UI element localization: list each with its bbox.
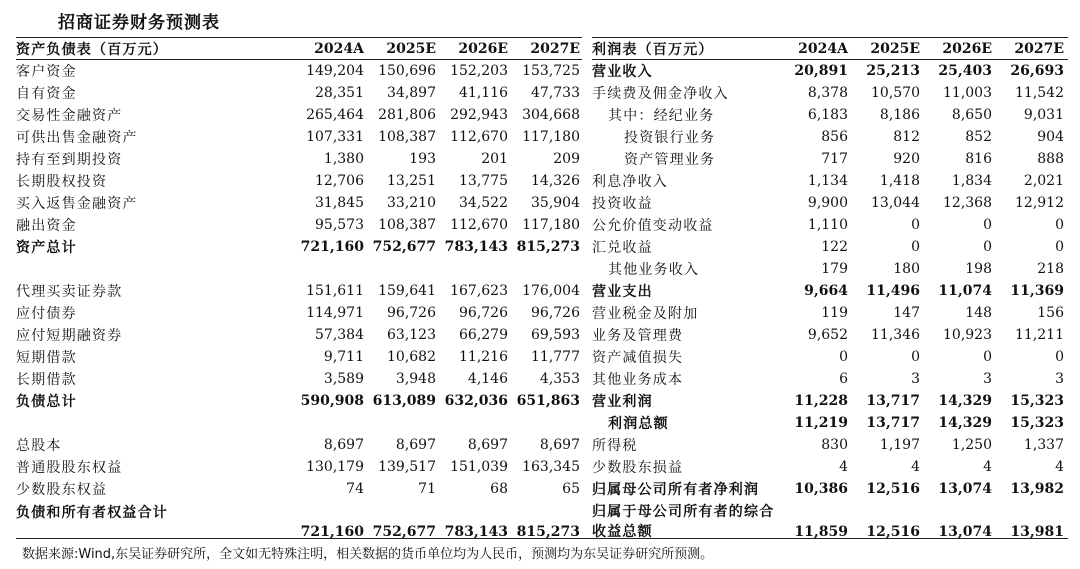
balance-header-2027e: 2027E — [530, 40, 580, 57]
income-cell: 11,228 — [794, 393, 848, 409]
income-row-label: 其他业务收入 — [608, 262, 700, 278]
balance-cell: 13,775 — [459, 173, 508, 189]
balance-cell: 3,589 — [323, 371, 364, 387]
income-row — [592, 390, 1068, 412]
balance-cell: 721,160 — [300, 524, 364, 540]
balance-cell: 721,160 — [300, 239, 364, 255]
balance-cell: 1,380 — [323, 151, 364, 167]
income-cell: 1,337 — [1023, 437, 1064, 453]
balance-cell: 149,204 — [306, 63, 364, 79]
balance-cell: 281,806 — [378, 107, 436, 123]
balance-row — [16, 170, 582, 192]
balance-cell: 201 — [481, 151, 508, 167]
income-row — [592, 170, 1068, 192]
balance-header-2026e: 2026E — [458, 40, 508, 57]
income-row — [592, 346, 1068, 368]
income-row-label: 所得税 — [592, 438, 638, 454]
balance-row — [16, 456, 582, 478]
income-row-label: 其他业务成本 — [592, 372, 684, 388]
balance-header — [16, 37, 582, 60]
income-row — [592, 236, 1068, 258]
balance-cell: 9,711 — [323, 349, 364, 365]
income-row — [592, 82, 1068, 104]
balance-cell: 151,611 — [306, 283, 364, 299]
income-row — [592, 324, 1068, 346]
balance-row-label: 可供出售金融资产 — [16, 130, 138, 146]
balance-header-2025e: 2025E — [386, 40, 436, 57]
income-cell: 0 — [1055, 349, 1064, 365]
income-cell: 3 — [983, 371, 992, 387]
balance-row — [16, 478, 582, 500]
balance-cell: 96,726 — [531, 305, 580, 321]
income-cell: 179 — [821, 261, 848, 277]
balance-cell: 14,326 — [531, 173, 580, 189]
balance-row-label: 自有资金 — [16, 86, 77, 102]
income-row — [592, 104, 1068, 126]
income-cell: 1,197 — [879, 437, 920, 453]
income-header-2025e: 2025E — [870, 40, 920, 57]
balance-cell: 167,623 — [450, 283, 508, 299]
balance-cell: 68 — [490, 481, 508, 497]
income-cell: 156 — [1037, 305, 1064, 321]
income-cell: 888 — [1037, 151, 1064, 167]
balance-cell: 4,146 — [467, 371, 508, 387]
income-row — [592, 126, 1068, 148]
balance-cell: 112,670 — [450, 217, 508, 233]
balance-row-label: 总股本 — [16, 438, 62, 454]
income-cell: 0 — [983, 217, 992, 233]
income-cell: 0 — [1055, 239, 1064, 255]
balance-row-label: 负债总计 — [16, 394, 77, 410]
income-cell: 12,516 — [866, 524, 920, 540]
balance-cell: 8,697 — [395, 437, 436, 453]
income-cell: 20,891 — [794, 63, 848, 79]
income-row-label: 业务及管理费 — [592, 328, 684, 344]
income-cell: 11,496 — [866, 283, 920, 299]
income-cell: 0 — [983, 349, 992, 365]
income-cell: 0 — [1055, 217, 1064, 233]
balance-cell: 815,273 — [516, 524, 580, 540]
balance-cell: 33,210 — [387, 195, 436, 211]
balance-cell: 3,948 — [395, 371, 436, 387]
income-row-label: 资产管理业务 — [624, 152, 716, 168]
income-row-label: 其中：经纪业务 — [608, 108, 715, 124]
income-cell: 11,219 — [794, 415, 848, 431]
balance-row-label: 客户资金 — [16, 64, 77, 80]
balance-cell: 651,863 — [516, 393, 580, 409]
income-cell: 14,329 — [938, 393, 992, 409]
balance-cell: 590,908 — [300, 393, 364, 409]
income-cell: 3 — [1055, 371, 1064, 387]
income-cell: 11,346 — [871, 327, 920, 343]
income-cell: 218 — [1037, 261, 1064, 277]
income-cell: 1,834 — [951, 173, 992, 189]
income-cell: 11,859 — [794, 524, 848, 540]
balance-cell: 12,706 — [315, 173, 364, 189]
balance-cell: 632,036 — [444, 393, 508, 409]
balance-cell: 193 — [409, 151, 436, 167]
income-row — [592, 192, 1068, 214]
balance-cell: 10,682 — [387, 349, 436, 365]
balance-row — [16, 192, 582, 214]
income-row — [592, 478, 1068, 500]
income-cell: 11,074 — [938, 283, 992, 299]
income-row-label: 公允价值变动收益 — [592, 218, 714, 234]
balance-cell: 613,089 — [372, 393, 436, 409]
income-row-label: 利润总额 — [608, 416, 669, 432]
balance-cell: 139,517 — [378, 459, 436, 475]
income-cell: 13,982 — [1010, 481, 1064, 497]
income-cell: 25,403 — [938, 63, 992, 79]
balance-spacer — [16, 412, 582, 434]
balance-row-label: 资产总计 — [16, 240, 77, 256]
income-row — [592, 434, 1068, 456]
income-cell: 13,717 — [866, 393, 920, 409]
income-cell: 14,329 — [938, 415, 992, 431]
balance-cell: 304,668 — [522, 107, 580, 123]
balance-cell: 117,180 — [522, 217, 580, 233]
balance-cell: 152,203 — [450, 63, 508, 79]
income-row — [592, 368, 1068, 390]
income-cell: 1,250 — [951, 437, 992, 453]
income-statement-table — [592, 37, 1068, 544]
income-cell: 15,323 — [1010, 393, 1064, 409]
balance-cell: 35,904 — [531, 195, 580, 211]
balance-cell: 163,345 — [522, 459, 580, 475]
balance-row-label: 融出资金 — [16, 218, 77, 234]
income-header-2024a: 2024A — [798, 40, 848, 57]
income-cell: 12,912 — [1015, 195, 1064, 211]
income-cell: 8,186 — [879, 107, 920, 123]
income-cell: 9,031 — [1023, 107, 1064, 123]
income-row-label: 投资收益 — [592, 196, 653, 212]
income-cell: 13,074 — [938, 481, 992, 497]
balance-cell: 28,351 — [315, 85, 364, 101]
income-cell: 11,211 — [1015, 327, 1064, 343]
income-cell: 25,213 — [866, 63, 920, 79]
balance-cell: 95,573 — [315, 217, 364, 233]
income-cell: 856 — [821, 129, 848, 145]
income-cell: 10,386 — [794, 481, 848, 497]
balance-cell: 159,641 — [378, 283, 436, 299]
balance-cell: 41,116 — [459, 85, 508, 101]
income-header-2027e: 2027E — [1014, 40, 1064, 57]
balance-row — [16, 236, 582, 258]
balance-row — [16, 346, 582, 368]
balance-cell: 150,696 — [378, 63, 436, 79]
income-cell: 26,693 — [1010, 63, 1064, 79]
income-cell: 0 — [983, 239, 992, 255]
income-row-label: 少数股东损益 — [592, 460, 684, 476]
balance-row-label: 长期借款 — [16, 372, 77, 388]
balance-cell: 130,179 — [306, 459, 364, 475]
income-cell: 830 — [821, 437, 848, 453]
table-bottom-rule — [16, 538, 1068, 539]
income-cell: 13,074 — [938, 524, 992, 540]
income-cell: 11,369 — [1010, 283, 1064, 299]
income-cell: 11,003 — [943, 85, 992, 101]
income-cell: 4 — [1055, 459, 1064, 475]
balance-cell: 96,726 — [459, 305, 508, 321]
balance-row — [16, 148, 582, 170]
balance-header-label: 资产负债表（百万元） — [16, 41, 168, 58]
balance-row-label: 买入返售金融资产 — [16, 196, 138, 212]
income-cell: 8,378 — [807, 85, 848, 101]
balance-row — [16, 280, 582, 302]
income-cell: 0 — [839, 349, 848, 365]
balance-cell: 63,123 — [387, 327, 436, 343]
balance-row — [16, 302, 582, 324]
income-cell: 9,664 — [804, 283, 848, 299]
balance-cell: 117,180 — [522, 129, 580, 145]
income-row — [592, 412, 1068, 434]
balance-row — [16, 324, 582, 346]
balance-row-label: 短期借款 — [16, 350, 77, 366]
balance-cell: 151,039 — [450, 459, 508, 475]
balance-row-label: 长期股权投资 — [16, 174, 108, 190]
balance-row-label: 普通股股东权益 — [16, 460, 123, 476]
balance-row — [16, 390, 582, 412]
income-row — [592, 456, 1068, 478]
income-cell: 1,110 — [807, 217, 848, 233]
balance-cell: 34,897 — [387, 85, 436, 101]
income-cell: 147 — [893, 305, 920, 321]
income-row-label: 汇兑收益 — [592, 240, 653, 256]
income-row-label: 营业收入 — [592, 64, 653, 80]
income-cell: 15,323 — [1010, 415, 1064, 431]
income-cell: 13,044 — [871, 195, 920, 211]
balance-row — [16, 368, 582, 390]
income-row — [592, 302, 1068, 324]
balance-header-2024a: 2024A — [314, 40, 364, 57]
income-cell: 6,183 — [807, 107, 848, 123]
balance-cell: 783,143 — [444, 239, 508, 255]
balance-cell: 815,273 — [516, 239, 580, 255]
balance-cell: 47,733 — [531, 85, 580, 101]
balance-row — [16, 214, 582, 236]
income-header-2026e: 2026E — [942, 40, 992, 57]
income-row — [592, 280, 1068, 302]
income-cell: 6 — [839, 371, 848, 387]
income-cell: 13,981 — [1010, 524, 1064, 540]
balance-cell: 209 — [553, 151, 580, 167]
income-cell: 816 — [965, 151, 992, 167]
balance-cell: 11,777 — [531, 349, 580, 365]
balance-spacer — [16, 258, 582, 280]
balance-cell: 69,593 — [531, 327, 580, 343]
balance-row — [16, 60, 582, 82]
income-cell: 122 — [821, 239, 848, 255]
balance-cell: 8,697 — [467, 437, 508, 453]
income-cell: 10,923 — [943, 327, 992, 343]
income-cell: 920 — [893, 151, 920, 167]
income-header-label: 利润表（百万元） — [592, 41, 714, 58]
balance-cell: 8,697 — [323, 437, 364, 453]
balance-cell: 57,384 — [315, 327, 364, 343]
income-cell: 904 — [1037, 129, 1064, 145]
balance-cell: 112,670 — [450, 129, 508, 145]
balance-sheet-table — [16, 37, 582, 544]
income-row-label: 利息净收入 — [592, 174, 668, 190]
balance-row — [16, 82, 582, 104]
income-cell: 2,021 — [1023, 173, 1064, 189]
balance-cell: 752,677 — [372, 239, 436, 255]
income-cell: 0 — [911, 239, 920, 255]
income-row — [592, 258, 1068, 280]
income-row-label: 投资银行业务 — [624, 130, 716, 146]
income-cell: 11,542 — [1015, 85, 1064, 101]
balance-cell: 108,387 — [378, 129, 436, 145]
income-row-label: 手续费及佣金净收入 — [592, 86, 729, 102]
income-cell: 13,717 — [866, 415, 920, 431]
balance-row-label: 少数股东权益 — [16, 482, 108, 498]
balance-row-label: 交易性金融资产 — [16, 108, 123, 124]
balance-row — [16, 104, 582, 126]
balance-row-label: 负债和所有者权益合计 — [16, 505, 168, 521]
balance-cell: 265,464 — [306, 107, 364, 123]
balance-cell: 74 — [346, 481, 364, 497]
income-cell: 12,368 — [943, 195, 992, 211]
balance-cell: 11,216 — [459, 349, 508, 365]
balance-cell: 176,004 — [522, 283, 580, 299]
income-cell: 10,570 — [871, 85, 920, 101]
balance-cell: 66,279 — [459, 327, 508, 343]
income-cell: 119 — [821, 305, 848, 321]
income-cell: 8,650 — [951, 107, 992, 123]
balance-row-label: 应付短期融资券 — [16, 328, 123, 344]
page-title: 招商证券财务预测表 — [58, 13, 220, 33]
balance-cell: 108,387 — [378, 217, 436, 233]
balance-row-label: 持有至到期投资 — [16, 152, 123, 168]
income-cell: 180 — [893, 261, 920, 277]
balance-cell: 13,251 — [387, 173, 436, 189]
income-cell: 9,652 — [807, 327, 848, 343]
source-note: 数据来源:Wind,东吴证券研究所，全文如无特殊注明，相关数据的货币单位均为人民币，预测均为东吴证券研究所预测。 — [22, 547, 714, 562]
income-cell: 1,134 — [807, 173, 848, 189]
balance-cell: 65 — [562, 481, 580, 497]
income-cell: 1,418 — [879, 173, 920, 189]
income-cell: 4 — [839, 459, 848, 475]
income-row-label: 营业利润 — [592, 394, 653, 410]
balance-row — [16, 126, 582, 148]
balance-row — [16, 434, 582, 456]
income-cell: 148 — [965, 305, 992, 321]
income-cell: 4 — [983, 459, 992, 475]
income-cell: 812 — [893, 129, 920, 145]
balance-cell: 4,353 — [539, 371, 580, 387]
balance-row-label: 代理买卖证券款 — [16, 284, 123, 300]
income-cell: 0 — [911, 217, 920, 233]
income-cell: 717 — [821, 151, 848, 167]
balance-cell: 292,943 — [450, 107, 508, 123]
income-row-label: 营业税金及附加 — [592, 306, 699, 322]
income-cell: 12,516 — [866, 481, 920, 497]
income-row — [592, 148, 1068, 170]
income-cell: 9,900 — [807, 195, 848, 211]
balance-cell: 783,143 — [444, 524, 508, 540]
balance-cell: 71 — [418, 481, 436, 497]
income-row — [592, 60, 1068, 82]
income-row — [592, 214, 1068, 236]
balance-cell: 752,677 — [372, 524, 436, 540]
balance-cell: 31,845 — [315, 195, 364, 211]
balance-row-label: 应付债券 — [16, 306, 77, 322]
income-cell: 3 — [911, 371, 920, 387]
balance-cell: 96,726 — [387, 305, 436, 321]
income-row-label: 营业支出 — [592, 284, 653, 300]
balance-cell: 8,697 — [539, 437, 580, 453]
income-row-label: 资产减值损失 — [592, 350, 684, 366]
income-cell: 852 — [965, 129, 992, 145]
balance-cell: 107,331 — [306, 129, 364, 145]
balance-cell: 34,522 — [459, 195, 508, 211]
balance-cell: 153,725 — [522, 63, 580, 79]
income-cell: 0 — [911, 349, 920, 365]
income-cell: 4 — [911, 459, 920, 475]
income-cell: 198 — [965, 261, 992, 277]
income-row-label: 归属母公司所有者净利润 — [592, 482, 760, 498]
income-row-label: 归属于母公司所有者的综合收益总额 — [592, 504, 775, 540]
balance-cell: 114,971 — [306, 305, 364, 321]
income-header — [592, 37, 1068, 60]
